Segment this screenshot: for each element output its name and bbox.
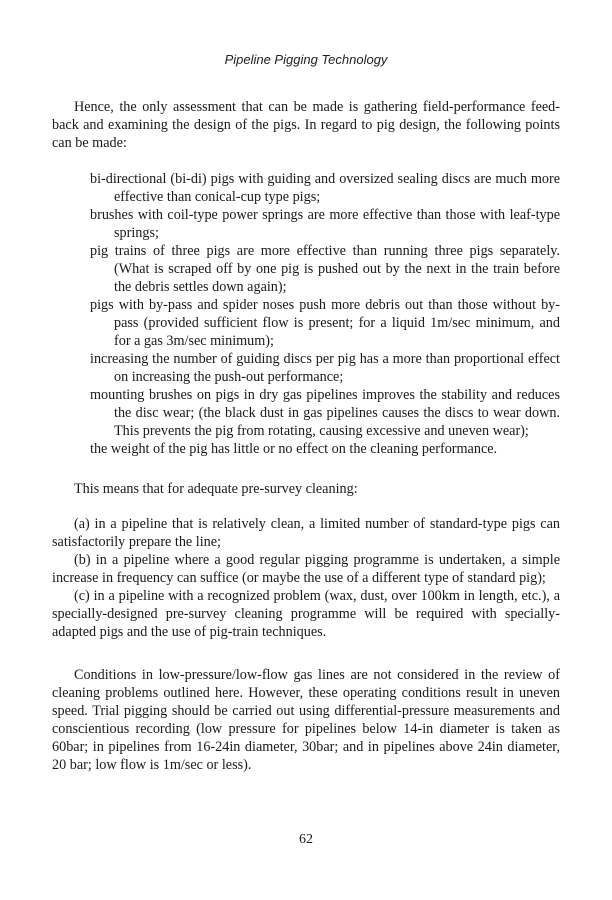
design-point: pig trains of three pigs are more effective than running three pigs separately. (What is scraped off by one pig is pushed out by the next in the train before the debris settles down again);	[90, 243, 560, 295]
intro-section	[52, 98, 560, 152]
conditions-section	[52, 666, 560, 774]
cleaning-cases	[52, 515, 560, 641]
design-point: brushes with coil-type power springs are more effective than those with leaf-type springs;	[90, 207, 560, 241]
case-paragraph: (b) in a pipeline where a good regular pigging programme is undertaken, a simple increase in frequency can suffice (or maybe the use of a different type of standard pig);	[52, 552, 560, 586]
page-number: 62	[299, 832, 313, 847]
means-paragraph: This means that for adequate pre-survey cleaning:	[74, 481, 358, 497]
running-head: Pipeline Pigging Technology	[224, 52, 388, 67]
design-points-list	[90, 170, 560, 458]
case-paragraph: (c) in a pipeline with a recognized problem (wax, dust, over 100km in length, etc.), a specially-designed pre-survey cleaning programme will be required with specially-adapted pigs and the use of pig-train techniques.	[52, 588, 560, 640]
means-section	[52, 480, 560, 498]
conditions-paragraph: Conditions in low-pressure/low-flow gas lines are not considered in the review of cleaning problems outlined here. However, these operating conditions result in uneven speed. Trial pigging should be carried out using differential-pressure measurements and conscientious recording (low pressure for pipelines below 14-in diameter is taken as 60bar; in pipelines from 16-24in diameter, 30bar; and in pipelines above 24in diameter, 20 bar; low flow is 1m/sec or less).	[52, 667, 560, 773]
design-point: mounting brushes on pigs in dry gas pipelines improves the stability and reduces the disc wear; (the black dust in gas pipelines causes the discs to wear down. This prevents the pig from rotating, causing excessive and uneven wear);	[90, 387, 560, 439]
design-point: pigs with by-pass and spider noses push more debris out than those without by-pass (provided sufficient flow is present; for a liquid 1m/sec minimum, and for a gas 3m/sec minimum);	[90, 297, 560, 349]
design-point: increasing the number of guiding discs per pig has a more than proportional effect on increasing the push-out performance;	[90, 351, 560, 385]
intro-paragraph: Hence, the only assessment that can be made is gathering field-performance feed-back and examining the design of the pigs. In regard to pig design, the following points can be made:	[52, 99, 560, 151]
design-point: bi-directional (bi-di) pigs with guiding and oversized sealing discs are much more effective than conical-cup type pigs;	[90, 171, 560, 205]
design-point: the weight of the pig has little or no effect on the cleaning performance.	[90, 441, 498, 457]
case-paragraph: (a) in a pipeline that is relatively clean, a limited number of standard-type pigs can satisfactorily prepare the line;	[52, 516, 560, 550]
